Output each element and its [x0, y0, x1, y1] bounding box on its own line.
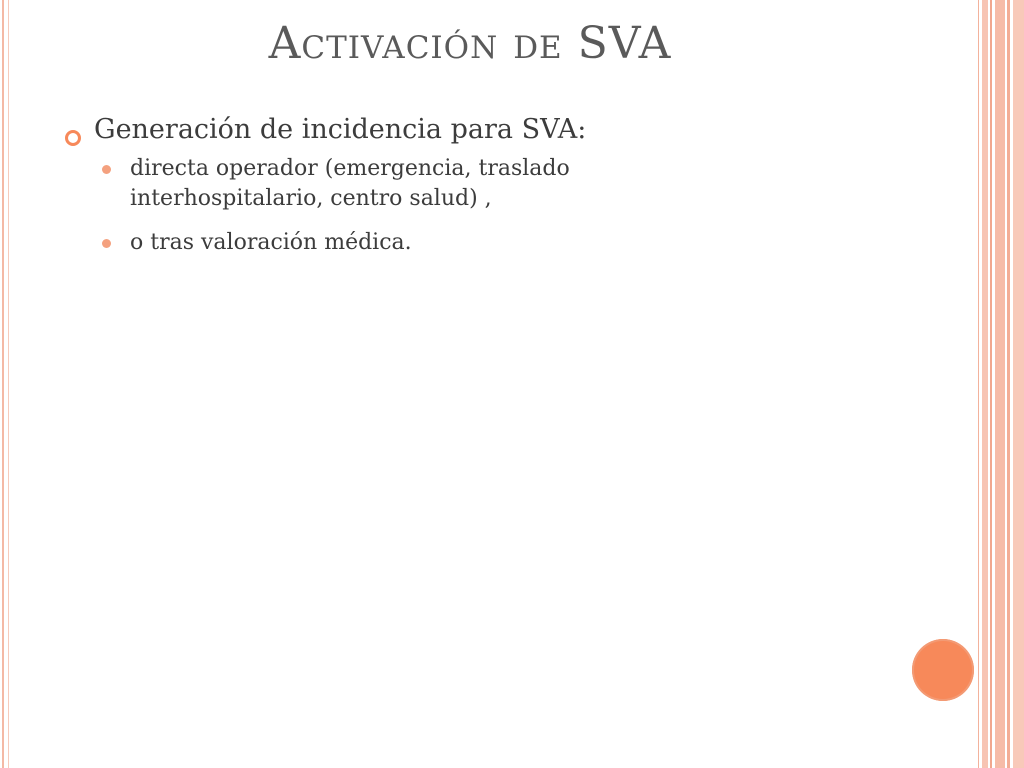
bullet-level1-text: Generación de incidencia para SVA: [94, 114, 587, 145]
dot-bullet-icon [102, 239, 111, 248]
right-stripe [1013, 0, 1024, 768]
left-border-line [2, 0, 4, 768]
sub-bullet-list [102, 154, 944, 258]
bullet-level2 [102, 154, 944, 214]
orange-circle-decoration [912, 639, 974, 701]
right-stripe [1007, 0, 1010, 768]
right-stripe [995, 0, 1005, 768]
slide-content [64, 112, 944, 272]
bullet-level2-text: o tras valoración médica. [130, 230, 412, 255]
left-border-line-inner [8, 0, 9, 768]
right-stripe [982, 0, 988, 768]
dot-bullet-icon [102, 165, 111, 174]
right-stripe [990, 0, 992, 768]
ring-bullet-icon [64, 121, 82, 139]
bullet-level1 [64, 112, 944, 148]
right-stripe [978, 0, 979, 768]
bullet-level2 [102, 228, 944, 258]
bullet-level2-text: directa operador (emergencia, traslado interhospitalario, centro salud) , [130, 156, 570, 211]
slide-title: Activación de SVA [268, 18, 672, 69]
